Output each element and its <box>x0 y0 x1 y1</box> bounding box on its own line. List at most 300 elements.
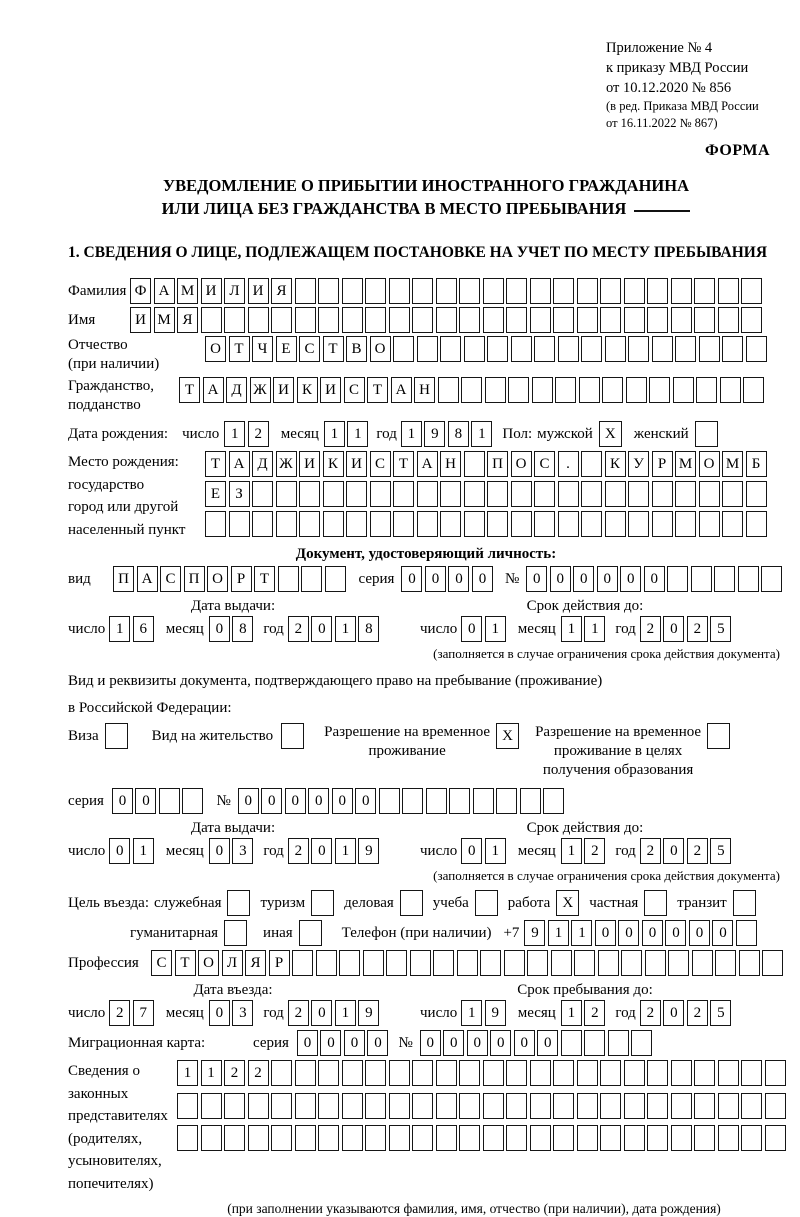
char-cell[interactable]: 0 <box>712 920 733 946</box>
char-cell[interactable] <box>440 481 461 507</box>
char-cell[interactable] <box>527 950 548 976</box>
char-cell[interactable]: Т <box>179 377 200 403</box>
char-cell[interactable]: 0 <box>526 566 547 592</box>
char-cell[interactable] <box>248 1093 269 1119</box>
char-cell[interactable] <box>530 1093 551 1119</box>
char-cell[interactable]: 1 <box>324 421 345 447</box>
char-cell[interactable] <box>621 950 642 976</box>
char-cell[interactable]: 2 <box>288 1000 309 1026</box>
char-cell[interactable] <box>182 788 203 814</box>
char-cell[interactable]: Р <box>652 451 673 477</box>
char-cell[interactable] <box>299 511 320 537</box>
char-cell[interactable]: З <box>229 481 250 507</box>
char-cell[interactable] <box>600 1125 621 1151</box>
char-cell[interactable]: 9 <box>358 1000 379 1026</box>
char-cell[interactable] <box>743 377 764 403</box>
char-cell[interactable]: 0 <box>261 788 282 814</box>
char-cell[interactable] <box>393 511 414 537</box>
char-cell[interactable] <box>487 336 508 362</box>
char-cell[interactable]: 0 <box>238 788 259 814</box>
char-cell[interactable] <box>647 1093 668 1119</box>
char-cell[interactable]: 2 <box>687 1000 708 1026</box>
char-cell[interactable] <box>746 336 767 362</box>
char-cell[interactable]: 1 <box>347 421 368 447</box>
char-cell[interactable] <box>299 481 320 507</box>
char-cell[interactable] <box>295 307 316 333</box>
char-cell[interactable] <box>765 1125 786 1151</box>
char-cell[interactable] <box>738 566 759 592</box>
purpose-private-checkbox[interactable] <box>644 890 667 916</box>
char-cell[interactable] <box>365 1093 386 1119</box>
char-cell[interactable] <box>534 511 555 537</box>
char-cell[interactable] <box>511 481 532 507</box>
char-cell[interactable] <box>339 950 360 976</box>
char-cell[interactable] <box>577 1125 598 1151</box>
char-cell[interactable] <box>370 481 391 507</box>
char-cell[interactable] <box>553 1125 574 1151</box>
char-cell[interactable]: 0 <box>112 788 133 814</box>
char-cell[interactable] <box>694 1093 715 1119</box>
char-cell[interactable] <box>584 1030 605 1056</box>
char-cell[interactable] <box>473 788 494 814</box>
char-cell[interactable]: 0 <box>109 838 130 864</box>
char-cell[interactable]: 0 <box>514 1030 535 1056</box>
char-cell[interactable]: 0 <box>644 566 665 592</box>
char-cell[interactable] <box>318 307 339 333</box>
char-cell[interactable]: 0 <box>209 616 230 642</box>
char-cell[interactable] <box>532 377 553 403</box>
char-cell[interactable]: 3 <box>232 838 253 864</box>
char-cell[interactable] <box>718 1060 739 1086</box>
char-cell[interactable]: Р <box>231 566 252 592</box>
char-cell[interactable]: 9 <box>358 838 379 864</box>
char-cell[interactable]: А <box>229 451 250 477</box>
char-cell[interactable]: 2 <box>640 838 661 864</box>
char-cell[interactable]: А <box>137 566 158 592</box>
char-cell[interactable]: И <box>346 451 367 477</box>
char-cell[interactable] <box>558 336 579 362</box>
char-cell[interactable] <box>480 950 501 976</box>
char-cell[interactable] <box>741 278 762 304</box>
char-cell[interactable] <box>438 377 459 403</box>
char-cell[interactable] <box>667 566 688 592</box>
char-cell[interactable] <box>342 278 363 304</box>
char-cell[interactable] <box>487 511 508 537</box>
char-cell[interactable] <box>412 1093 433 1119</box>
char-cell[interactable]: 0 <box>620 566 641 592</box>
char-cell[interactable] <box>496 788 517 814</box>
char-cell[interactable] <box>483 1093 504 1119</box>
char-cell[interactable] <box>318 1125 339 1151</box>
purpose-transit-checkbox[interactable] <box>733 890 756 916</box>
char-cell[interactable]: 1 <box>548 920 569 946</box>
char-cell[interactable] <box>647 278 668 304</box>
char-cell[interactable] <box>402 788 423 814</box>
edu-residence-checkbox[interactable] <box>707 723 730 749</box>
char-cell[interactable] <box>530 307 551 333</box>
char-cell[interactable]: П <box>184 566 205 592</box>
char-cell[interactable] <box>574 950 595 976</box>
char-cell[interactable]: Н <box>440 451 461 477</box>
char-cell[interactable]: А <box>154 278 175 304</box>
char-cell[interactable]: О <box>699 451 720 477</box>
visa-checkbox[interactable] <box>105 723 128 749</box>
char-cell[interactable] <box>410 950 431 976</box>
char-cell[interactable]: 8 <box>232 616 253 642</box>
char-cell[interactable] <box>426 788 447 814</box>
char-cell[interactable] <box>675 481 696 507</box>
char-cell[interactable] <box>765 1060 786 1086</box>
purpose-other-checkbox[interactable] <box>299 920 322 946</box>
char-cell[interactable]: К <box>323 451 344 477</box>
char-cell[interactable] <box>483 307 504 333</box>
char-cell[interactable] <box>694 278 715 304</box>
char-cell[interactable] <box>694 1125 715 1151</box>
char-cell[interactable] <box>699 481 720 507</box>
char-cell[interactable] <box>201 1125 222 1151</box>
char-cell[interactable]: 0 <box>332 788 353 814</box>
char-cell[interactable] <box>485 377 506 403</box>
char-cell[interactable] <box>295 1060 316 1086</box>
char-cell[interactable] <box>720 377 741 403</box>
char-cell[interactable]: 1 <box>109 616 130 642</box>
char-cell[interactable] <box>761 566 782 592</box>
char-cell[interactable] <box>511 511 532 537</box>
char-cell[interactable]: 1 <box>561 616 582 642</box>
char-cell[interactable] <box>412 307 433 333</box>
char-cell[interactable] <box>534 336 555 362</box>
char-cell[interactable]: А <box>203 377 224 403</box>
char-cell[interactable] <box>626 377 647 403</box>
char-cell[interactable]: Л <box>222 950 243 976</box>
char-cell[interactable] <box>675 336 696 362</box>
char-cell[interactable] <box>278 566 299 592</box>
char-cell[interactable] <box>412 1125 433 1151</box>
char-cell[interactable] <box>342 307 363 333</box>
char-cell[interactable] <box>553 1093 574 1119</box>
char-cell[interactable]: 0 <box>618 920 639 946</box>
char-cell[interactable]: 0 <box>367 1030 388 1056</box>
char-cell[interactable]: 0 <box>467 1030 488 1056</box>
char-cell[interactable]: 0 <box>209 838 230 864</box>
char-cell[interactable] <box>483 1125 504 1151</box>
char-cell[interactable]: 0 <box>461 616 482 642</box>
char-cell[interactable]: 1 <box>201 1060 222 1086</box>
char-cell[interactable] <box>608 1030 629 1056</box>
char-cell[interactable]: 9 <box>485 1000 506 1026</box>
char-cell[interactable]: Е <box>276 336 297 362</box>
char-cell[interactable]: С <box>344 377 365 403</box>
char-cell[interactable]: 0 <box>355 788 376 814</box>
char-cell[interactable] <box>694 307 715 333</box>
char-cell[interactable] <box>295 278 316 304</box>
char-cell[interactable] <box>417 336 438 362</box>
char-cell[interactable] <box>581 481 602 507</box>
char-cell[interactable] <box>671 1060 692 1086</box>
char-cell[interactable] <box>436 307 457 333</box>
char-cell[interactable]: 2 <box>584 1000 605 1026</box>
char-cell[interactable] <box>483 1060 504 1086</box>
char-cell[interactable]: 0 <box>642 920 663 946</box>
char-cell[interactable] <box>461 377 482 403</box>
char-cell[interactable] <box>555 377 576 403</box>
char-cell[interactable]: М <box>177 278 198 304</box>
char-cell[interactable] <box>276 481 297 507</box>
char-cell[interactable]: 0 <box>595 920 616 946</box>
char-cell[interactable] <box>600 1060 621 1086</box>
char-cell[interactable] <box>530 278 551 304</box>
char-cell[interactable] <box>342 1060 363 1086</box>
char-cell[interactable] <box>647 1060 668 1086</box>
char-cell[interactable]: . <box>558 451 579 477</box>
char-cell[interactable] <box>379 788 400 814</box>
char-cell[interactable] <box>530 1060 551 1086</box>
char-cell[interactable] <box>370 511 391 537</box>
char-cell[interactable] <box>440 336 461 362</box>
char-cell[interactable]: 2 <box>288 838 309 864</box>
char-cell[interactable]: 0 <box>209 1000 230 1026</box>
char-cell[interactable]: 0 <box>320 1030 341 1056</box>
char-cell[interactable]: П <box>487 451 508 477</box>
char-cell[interactable] <box>600 278 621 304</box>
char-cell[interactable]: 3 <box>232 1000 253 1026</box>
male-checkbox[interactable]: X <box>599 421 622 447</box>
char-cell[interactable]: Р <box>269 950 290 976</box>
char-cell[interactable] <box>248 1125 269 1151</box>
char-cell[interactable]: 0 <box>663 616 684 642</box>
char-cell[interactable] <box>736 920 757 946</box>
char-cell[interactable]: И <box>248 278 269 304</box>
char-cell[interactable]: 0 <box>420 1030 441 1056</box>
char-cell[interactable] <box>647 307 668 333</box>
char-cell[interactable]: Т <box>205 451 226 477</box>
char-cell[interactable]: О <box>511 451 532 477</box>
char-cell[interactable] <box>417 481 438 507</box>
char-cell[interactable] <box>459 307 480 333</box>
char-cell[interactable]: 2 <box>687 838 708 864</box>
char-cell[interactable] <box>561 1030 582 1056</box>
char-cell[interactable] <box>433 950 454 976</box>
char-cell[interactable] <box>440 511 461 537</box>
char-cell[interactable]: 0 <box>550 566 571 592</box>
char-cell[interactable] <box>605 336 626 362</box>
char-cell[interactable] <box>224 1125 245 1151</box>
char-cell[interactable]: И <box>273 377 294 403</box>
char-cell[interactable]: 0 <box>308 788 329 814</box>
char-cell[interactable] <box>741 1125 762 1151</box>
char-cell[interactable]: 2 <box>224 1060 245 1086</box>
char-cell[interactable]: 1 <box>485 616 506 642</box>
char-cell[interactable] <box>487 481 508 507</box>
char-cell[interactable] <box>301 566 322 592</box>
char-cell[interactable]: И <box>130 307 151 333</box>
char-cell[interactable] <box>449 788 470 814</box>
char-cell[interactable] <box>553 307 574 333</box>
char-cell[interactable]: 1 <box>177 1060 198 1086</box>
char-cell[interactable] <box>412 1060 433 1086</box>
purpose-study-checkbox[interactable] <box>475 890 498 916</box>
char-cell[interactable] <box>543 788 564 814</box>
char-cell[interactable] <box>504 950 525 976</box>
char-cell[interactable] <box>624 1093 645 1119</box>
char-cell[interactable] <box>577 307 598 333</box>
char-cell[interactable]: В <box>346 336 367 362</box>
char-cell[interactable]: 0 <box>311 616 332 642</box>
char-cell[interactable] <box>628 336 649 362</box>
char-cell[interactable] <box>581 451 602 477</box>
char-cell[interactable]: 0 <box>401 566 422 592</box>
char-cell[interactable] <box>506 278 527 304</box>
char-cell[interactable] <box>464 481 485 507</box>
char-cell[interactable] <box>647 1125 668 1151</box>
char-cell[interactable]: 0 <box>597 566 618 592</box>
char-cell[interactable]: Т <box>367 377 388 403</box>
char-cell[interactable] <box>389 1060 410 1086</box>
char-cell[interactable] <box>598 950 619 976</box>
char-cell[interactable] <box>318 278 339 304</box>
char-cell[interactable]: 2 <box>109 1000 130 1026</box>
char-cell[interactable]: Т <box>254 566 275 592</box>
char-cell[interactable]: Т <box>229 336 250 362</box>
char-cell[interactable]: О <box>205 336 226 362</box>
char-cell[interactable] <box>464 451 485 477</box>
char-cell[interactable] <box>346 481 367 507</box>
char-cell[interactable] <box>224 307 245 333</box>
purpose-work-checkbox[interactable]: X <box>556 890 579 916</box>
char-cell[interactable]: Т <box>393 451 414 477</box>
char-cell[interactable]: Д <box>226 377 247 403</box>
char-cell[interactable] <box>365 307 386 333</box>
char-cell[interactable] <box>276 511 297 537</box>
char-cell[interactable] <box>553 1060 574 1086</box>
char-cell[interactable] <box>520 788 541 814</box>
char-cell[interactable] <box>741 1093 762 1119</box>
char-cell[interactable]: Н <box>414 377 435 403</box>
char-cell[interactable] <box>694 1060 715 1086</box>
char-cell[interactable] <box>318 1093 339 1119</box>
char-cell[interactable] <box>718 1125 739 1151</box>
char-cell[interactable]: 0 <box>663 1000 684 1026</box>
char-cell[interactable] <box>718 307 739 333</box>
char-cell[interactable]: А <box>391 377 412 403</box>
char-cell[interactable]: Т <box>175 950 196 976</box>
char-cell[interactable] <box>346 511 367 537</box>
char-cell[interactable]: С <box>151 950 172 976</box>
char-cell[interactable] <box>692 950 713 976</box>
char-cell[interactable] <box>389 278 410 304</box>
char-cell[interactable] <box>671 307 692 333</box>
char-cell[interactable] <box>205 511 226 537</box>
char-cell[interactable] <box>464 511 485 537</box>
char-cell[interactable]: 0 <box>443 1030 464 1056</box>
char-cell[interactable] <box>577 1093 598 1119</box>
char-cell[interactable] <box>551 950 572 976</box>
char-cell[interactable] <box>600 307 621 333</box>
char-cell[interactable] <box>558 481 579 507</box>
temp-residence-checkbox[interactable]: X <box>496 723 519 749</box>
char-cell[interactable] <box>718 1093 739 1119</box>
char-cell[interactable] <box>739 950 760 976</box>
char-cell[interactable]: 2 <box>248 1060 269 1086</box>
char-cell[interactable] <box>229 511 250 537</box>
char-cell[interactable] <box>316 950 337 976</box>
char-cell[interactable] <box>741 307 762 333</box>
char-cell[interactable]: К <box>605 451 626 477</box>
char-cell[interactable] <box>691 566 712 592</box>
char-cell[interactable]: 1 <box>335 1000 356 1026</box>
char-cell[interactable] <box>577 278 598 304</box>
char-cell[interactable] <box>746 481 767 507</box>
char-cell[interactable] <box>553 278 574 304</box>
char-cell[interactable]: 0 <box>311 838 332 864</box>
char-cell[interactable] <box>271 1093 292 1119</box>
char-cell[interactable]: 0 <box>448 566 469 592</box>
char-cell[interactable]: И <box>201 278 222 304</box>
char-cell[interactable]: 1 <box>335 616 356 642</box>
char-cell[interactable] <box>342 1093 363 1119</box>
char-cell[interactable] <box>624 1060 645 1086</box>
char-cell[interactable]: 1 <box>571 920 592 946</box>
char-cell[interactable] <box>457 950 478 976</box>
char-cell[interactable] <box>459 278 480 304</box>
char-cell[interactable]: О <box>370 336 391 362</box>
char-cell[interactable]: Т <box>323 336 344 362</box>
char-cell[interactable]: 0 <box>472 566 493 592</box>
char-cell[interactable] <box>628 481 649 507</box>
char-cell[interactable]: М <box>722 451 743 477</box>
char-cell[interactable] <box>389 1093 410 1119</box>
char-cell[interactable] <box>577 1060 598 1086</box>
char-cell[interactable] <box>602 377 623 403</box>
char-cell[interactable] <box>506 1093 527 1119</box>
char-cell[interactable] <box>389 1125 410 1151</box>
female-checkbox[interactable] <box>695 421 718 447</box>
char-cell[interactable]: 5 <box>710 838 731 864</box>
residence-permit-checkbox[interactable] <box>281 723 304 749</box>
char-cell[interactable] <box>464 336 485 362</box>
char-cell[interactable] <box>412 278 433 304</box>
char-cell[interactable] <box>417 511 438 537</box>
char-cell[interactable] <box>699 511 720 537</box>
char-cell[interactable] <box>436 1125 457 1151</box>
char-cell[interactable] <box>271 1125 292 1151</box>
char-cell[interactable]: Ж <box>250 377 271 403</box>
char-cell[interactable]: 1 <box>471 421 492 447</box>
purpose-business-checkbox[interactable] <box>400 890 423 916</box>
char-cell[interactable] <box>295 1125 316 1151</box>
char-cell[interactable]: М <box>675 451 696 477</box>
char-cell[interactable]: Ф <box>130 278 151 304</box>
purpose-humanitarian-checkbox[interactable] <box>224 920 247 946</box>
char-cell[interactable] <box>459 1060 480 1086</box>
char-cell[interactable] <box>325 566 346 592</box>
char-cell[interactable]: 1 <box>561 1000 582 1026</box>
char-cell[interactable] <box>271 307 292 333</box>
char-cell[interactable] <box>386 950 407 976</box>
char-cell[interactable] <box>714 566 735 592</box>
char-cell[interactable] <box>722 511 743 537</box>
char-cell[interactable] <box>673 377 694 403</box>
char-cell[interactable] <box>365 1060 386 1086</box>
char-cell[interactable] <box>252 481 273 507</box>
char-cell[interactable] <box>675 511 696 537</box>
char-cell[interactable]: 1 <box>335 838 356 864</box>
char-cell[interactable] <box>363 950 384 976</box>
char-cell[interactable] <box>631 1030 652 1056</box>
char-cell[interactable]: 2 <box>640 616 661 642</box>
char-cell[interactable] <box>600 1093 621 1119</box>
char-cell[interactable]: У <box>628 451 649 477</box>
